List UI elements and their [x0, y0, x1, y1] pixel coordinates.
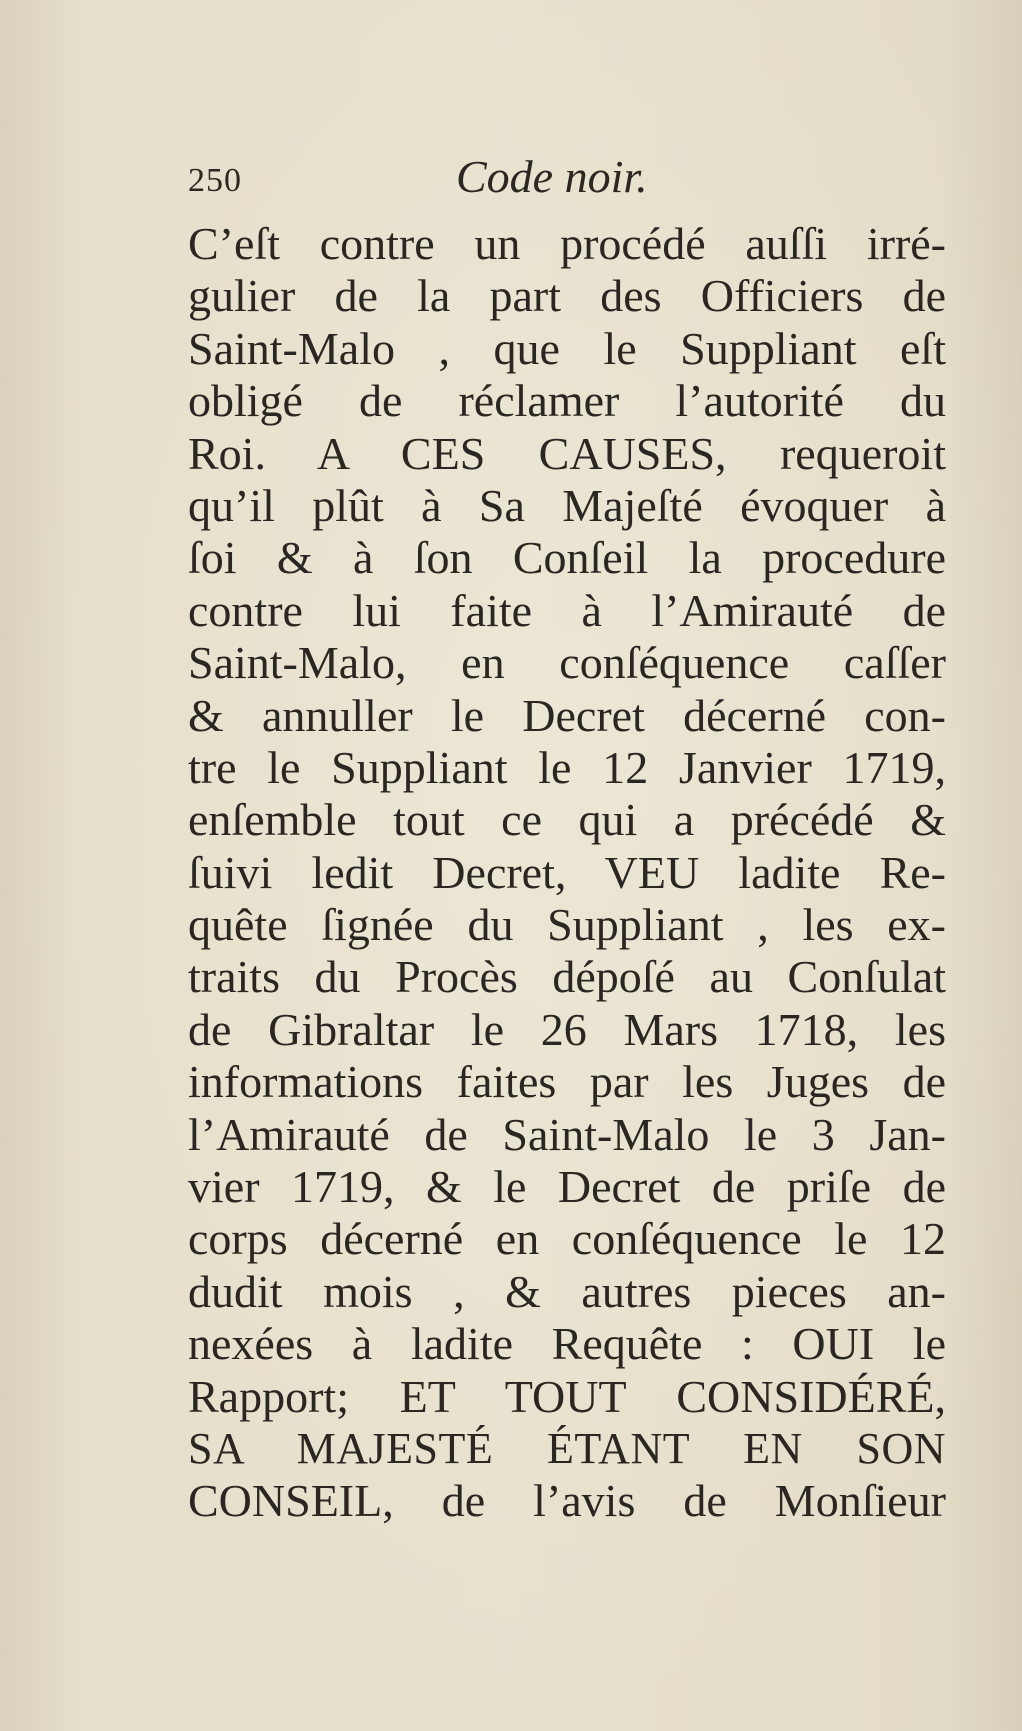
text-line: SA MAJESTÉ ÉTANT EN SON — [188, 1423, 946, 1473]
page-number: 250 — [188, 162, 242, 199]
text-line: obligé de réclamer l’autorité du — [188, 375, 946, 427]
text-line: gulier de la part des Officiers de — [188, 270, 946, 322]
text-line: dudit mois , & autres pieces an- — [188, 1265, 946, 1317]
text-line: ſuivi ledit Decret, VEU ladite Re- — [188, 846, 946, 898]
text-line: l’Amirauté de Saint-Malo le 3 Jan- — [188, 1108, 946, 1160]
text-line: vier 1719, & le Decret de priſe de — [188, 1161, 946, 1213]
text-line: quête ſignée du Suppliant , les ex- — [188, 899, 946, 951]
text-line: corps décerné en conſéquence le 12 — [188, 1213, 946, 1265]
text-line: Saint-Malo , que le Suppliant eſt — [188, 322, 946, 374]
text-line: enſemble tout ce qui a précédé & — [188, 794, 946, 846]
text-line: ſoi & à ſon Conſeil la procedure — [188, 532, 946, 584]
text-line: qu’il plût à Sa Majeſté évoquer à — [188, 479, 946, 531]
running-head — [188, 150, 948, 210]
text-line: informations faites par les Juges de — [188, 1056, 946, 1108]
text-line: de Gibraltar le 26 Mars 1718, les — [188, 1003, 946, 1055]
text-line: traits du Procès dépoſé au Conſulat — [188, 951, 946, 1003]
text-line: contre lui faite à l’Amirauté de — [188, 584, 946, 636]
text-line: C’eſt contre un procédé auſſi irré- — [188, 218, 946, 269]
body-text — [188, 218, 946, 1528]
text-line: tre le Suppliant le 12 Janvier 1719, — [188, 741, 946, 793]
text-line: & annuller le Decret décerné con- — [188, 689, 946, 741]
text-line: Saint-Malo, en conſéquence caſſer — [188, 637, 946, 689]
running-title: Code noir. — [456, 151, 648, 202]
text-line: Rapport; ET TOUT CONSIDÉRÉ, — [188, 1370, 946, 1422]
text-line: nexées à ladite Requête : OUI le — [188, 1318, 946, 1370]
text-line: CONSEIL, de l’avis de Monſieur — [188, 1475, 946, 1527]
text-line: Roi. A CES CAUSES, requeroit — [188, 427, 946, 479]
